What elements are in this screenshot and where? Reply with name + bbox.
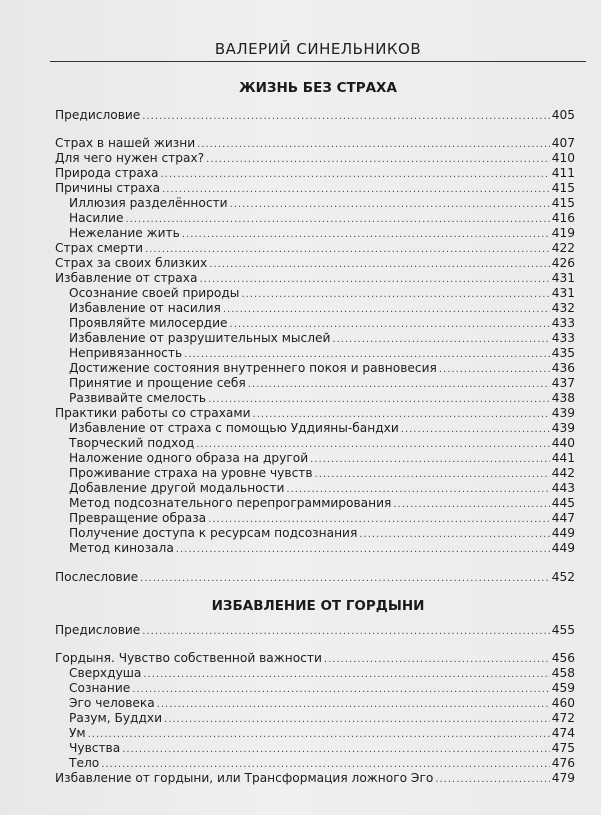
toc-subentry	[69, 436, 575, 451]
toc-leader-dots	[101, 757, 550, 772]
toc-subentry	[69, 681, 575, 696]
toc-leader-dots	[160, 167, 549, 182]
toc-entry	[55, 166, 575, 181]
toc-entry-title: Гордыня. Чувство собственной важности	[55, 651, 322, 665]
toc-leader-dots	[209, 257, 549, 272]
toc-entry-title: Проявляйте милосердие	[69, 316, 228, 330]
toc-entry-page: 411	[551, 166, 575, 180]
toc-entry	[55, 271, 575, 286]
toc-entry-title: Развивайте смелость	[69, 391, 207, 405]
toc-entry	[55, 241, 575, 256]
toc-entry-page: 445	[551, 496, 575, 510]
toc-entry-title: Творческий подход	[69, 436, 195, 450]
toc-subentry	[69, 196, 575, 211]
toc-subentry	[69, 286, 575, 301]
toc-subentry	[69, 301, 575, 316]
toc-leader-dots	[157, 697, 550, 712]
toc-subentry	[69, 741, 575, 756]
toc-entry-title: Причины страха	[55, 181, 161, 195]
toc-leader-dots	[176, 542, 550, 557]
toc-entry-title: Осознание своей природы	[69, 286, 240, 300]
toc-subentry	[69, 496, 575, 511]
toc-entry-title: Послесловие	[55, 570, 139, 584]
toc-entry-page: 415	[551, 196, 575, 210]
toc-leader-dots	[184, 347, 550, 362]
toc-entry-title: Сверхдуша	[69, 666, 142, 680]
toc-entry-title: Добавление другой модальности	[69, 481, 285, 495]
toc-leader-dots	[162, 182, 550, 197]
toc-leader-dots	[253, 407, 550, 422]
toc-leader-dots	[230, 197, 550, 212]
toc-leader-dots	[122, 742, 550, 757]
toc-leader-dots	[393, 497, 549, 512]
toc-entry-title: Наложение одного образа на другой	[69, 451, 309, 465]
toc-entry-page: 449	[551, 526, 575, 540]
toc-entry-page: 426	[551, 256, 575, 270]
toc-leader-dots	[142, 109, 549, 124]
toc-subentry	[69, 666, 575, 681]
toc-subentry	[69, 316, 575, 331]
toc-entry-title: Чувства	[69, 741, 121, 755]
toc-entry-title: Нежелание жить	[69, 226, 180, 240]
toc-entry-title: Ум	[69, 726, 86, 740]
toc-entry-page: 455	[551, 623, 575, 637]
toc-entry-title: Предисловие	[55, 623, 141, 637]
toc-leader-dots	[197, 137, 550, 152]
toc-leader-dots	[324, 652, 550, 667]
toc-leader-dots	[164, 712, 550, 727]
toc-entry-page: 433	[551, 331, 575, 345]
toc-subentry	[69, 526, 575, 541]
toc-entry-page: 407	[551, 136, 575, 150]
toc-entry-title: Метод кинозала	[69, 541, 174, 555]
toc-subentry	[69, 711, 575, 726]
toc-leader-dots	[286, 482, 549, 497]
toc-entry-page: 447	[551, 511, 575, 525]
toc-entry-page: 449	[551, 541, 575, 555]
toc-leader-dots	[208, 392, 550, 407]
toc-entry-page: 441	[551, 451, 575, 465]
toc-subentry	[69, 211, 575, 226]
toc-entry-title: Тело	[69, 756, 100, 770]
toc-entry-page: 431	[551, 271, 575, 285]
toc-subentry	[69, 726, 575, 741]
toc-entry-title: Эго человека	[69, 696, 155, 710]
toc-entry-title: Сознание	[69, 681, 131, 695]
toc-leader-dots	[143, 667, 549, 682]
toc-entry-page: 437	[551, 376, 575, 390]
toc-entry	[55, 406, 575, 421]
toc-entry-title: Избавление от гордыни, или Трансформация ложного Эго	[55, 771, 434, 785]
toc-subentry	[69, 226, 575, 241]
toc-entry-title: Избавление от разрушительных мыслей	[69, 331, 331, 345]
toc-entry-page: 458	[551, 666, 575, 680]
toc-entry-title: Избавление от страха с помощью Уддияны-бандхи	[69, 421, 399, 435]
toc-entry-title: Иллюзия разделённости	[69, 196, 228, 210]
toc-subentry	[69, 391, 575, 406]
section-title-fear: ЖИЗНЬ БЕЗ СТРАХА	[239, 80, 397, 96]
toc-entry-page: 459	[551, 681, 575, 695]
toc-leader-dots	[332, 332, 549, 347]
toc-leader-dots	[401, 422, 550, 437]
toc-entry-page: 416	[551, 211, 575, 225]
toc-entry	[55, 256, 575, 271]
toc-entry	[55, 771, 575, 786]
toc-leader-dots	[223, 302, 550, 317]
toc-entry-page: 460	[551, 696, 575, 710]
toc-entry-page: 442	[551, 466, 575, 480]
toc-leader-dots	[206, 152, 550, 167]
toc-leader-dots	[142, 624, 549, 639]
toc-subentry	[69, 466, 575, 481]
toc-entry-title: Разум, Буддхи	[69, 711, 163, 725]
toc-entry-page: 432	[551, 301, 575, 315]
toc-entry	[55, 570, 575, 585]
toc-leader-dots	[439, 362, 550, 377]
toc-leader-dots	[310, 452, 550, 467]
toc-entry-title: Превращение образа	[69, 511, 207, 525]
toc-entry-page: 474	[551, 726, 575, 740]
toc-subentry	[69, 361, 575, 376]
toc-leader-dots	[435, 772, 549, 787]
toc-subentry	[69, 481, 575, 496]
toc-entry-page: 433	[551, 316, 575, 330]
toc-leader-dots	[196, 437, 549, 452]
toc-entry	[55, 108, 575, 123]
toc-subentry	[69, 346, 575, 361]
toc-entry-title: Проживание страха на уровне чувств	[69, 466, 313, 480]
toc-entry-title: Для чего нужен страх?	[55, 151, 205, 165]
header-rule	[50, 61, 586, 62]
toc-subentry	[69, 376, 575, 391]
toc-entry-page: 410	[551, 151, 575, 165]
toc-leader-dots	[248, 377, 550, 392]
toc-entry-page: 438	[551, 391, 575, 405]
toc-subentry	[69, 696, 575, 711]
toc-leader-dots	[145, 242, 550, 257]
toc-entry	[55, 181, 575, 196]
toc-entry-title: Насилие	[69, 211, 124, 225]
toc-leader-dots	[315, 467, 550, 482]
toc-entry-page: 431	[551, 286, 575, 300]
toc-entry-page: 419	[551, 226, 575, 240]
toc-subentry	[69, 511, 575, 526]
running-header: ВАЛЕРИЙ СИНЕЛЬНИКОВ	[214, 40, 422, 58]
toc-leader-dots	[199, 272, 549, 287]
toc-entry-page: 405	[551, 108, 575, 122]
toc-entry-page: 439	[551, 421, 575, 435]
toc-leader-dots	[241, 287, 549, 302]
toc-entry-title: Предисловие	[55, 108, 141, 122]
toc-entry	[55, 151, 575, 166]
toc-leader-dots	[132, 682, 549, 697]
toc-entry	[55, 623, 575, 638]
toc-entry-title: Метод подсознательного перепрограммирования	[69, 496, 392, 510]
toc-entry-page: 415	[551, 181, 575, 195]
toc-entry-page: 476	[551, 756, 575, 770]
toc-entry-title: Получение доступа к ресурсам подсознания	[69, 526, 358, 540]
toc-entry-title: Практики работы со страхами	[55, 406, 251, 420]
toc-subentry	[69, 451, 575, 466]
toc-leader-dots	[88, 727, 550, 742]
toc-entry-title: Избавление от насилия	[69, 301, 221, 315]
toc-entry-page: 452	[551, 570, 575, 584]
toc-entry-page: 472	[551, 711, 575, 725]
toc-leader-dots	[359, 527, 549, 542]
toc-entry-page: 475	[551, 741, 575, 755]
toc-entry-page: 435	[551, 346, 575, 360]
toc-entry-title: Непривязанность	[69, 346, 183, 360]
toc-entry	[55, 651, 575, 666]
toc-leader-dots	[125, 212, 549, 227]
toc-entry-title: Достижение состояния внутреннего покоя и равновесия	[69, 361, 437, 375]
toc-leader-dots	[230, 317, 550, 332]
toc-subentry	[69, 541, 575, 556]
toc-entry-page: 479	[551, 771, 575, 785]
toc-entry-page: 439	[551, 406, 575, 420]
toc-subentry	[69, 756, 575, 771]
toc-entry	[55, 136, 575, 151]
toc-leader-dots	[208, 512, 550, 527]
toc-entry-title: Избавление от страха	[55, 271, 198, 285]
section-title-pride: ИЗБАВЛЕНИЕ ОТ ГОРДЫНИ	[211, 598, 425, 614]
toc-entry-page: 440	[551, 436, 575, 450]
toc-entry-title: Страх в нашей жизни	[55, 136, 196, 150]
toc-entry-title: Страх за своих близких	[55, 256, 208, 270]
toc-entry-page: 443	[551, 481, 575, 495]
toc-entry-title: Природа страха	[55, 166, 159, 180]
toc-entry-page: 456	[551, 651, 575, 665]
toc-leader-dots	[182, 227, 550, 242]
toc-subentry	[69, 421, 575, 436]
toc-entry-title: Принятие и прощение себя	[69, 376, 246, 390]
toc-subentry	[69, 331, 575, 346]
toc-entry-title: Страх смерти	[55, 241, 144, 255]
toc-entry-page: 436	[551, 361, 575, 375]
toc-leader-dots	[140, 571, 550, 586]
toc-entry-page: 422	[551, 241, 575, 255]
